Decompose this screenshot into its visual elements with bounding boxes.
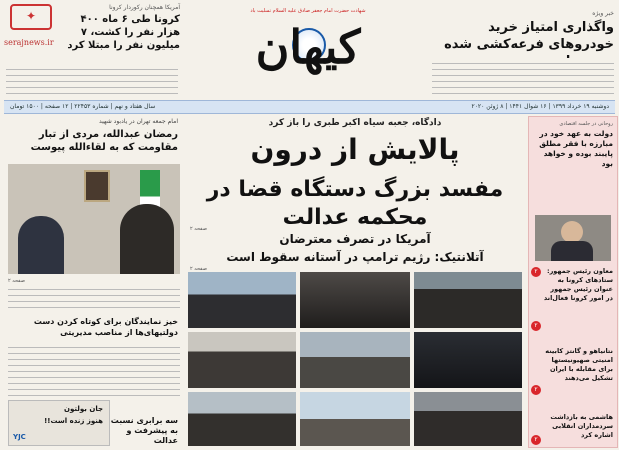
watermark [4, 4, 60, 46]
right-item-3-page: ۲ [531, 385, 541, 395]
right-item-2-page: ۲ [531, 321, 541, 331]
masthead-logo: کیهان [255, 20, 361, 74]
left-story-3[interactable]: سه برابری نسبت به پیشرفت و عدالت [110, 416, 178, 445]
right-item-3[interactable]: نتانیاهو و گانتز کابینه امنیتی صهیونیستها برای مقابله با ایران تشکیل می‌دهند [545, 347, 613, 382]
yjc-logo: YJC [13, 433, 26, 441]
right-item-1-photo [535, 215, 611, 261]
masthead-emblem-text: شهادت حضرت امام جعفر صادق علیه السلام تسلیت باد [250, 8, 366, 14]
photo-protest-6 [414, 332, 522, 388]
photo-protest-5 [300, 332, 410, 388]
left-photo [8, 164, 180, 274]
portrait-image [84, 170, 110, 202]
left-page-ref: صفحه ۲ [8, 278, 25, 284]
caricature-box [8, 400, 110, 446]
top-left-kicker: آمریکا همچنان رکوردار کرونا [109, 4, 180, 11]
main-kicker: دادگاه، جعبه سیاه اکبر طبری را باز کرد [268, 118, 442, 128]
photo-protest-7 [188, 392, 296, 446]
right-item-2[interactable]: معاون رئیس جمهور: ستادهای کرونا به عنوان رئیس جمهور در امور کرونا فعال‌اند [543, 267, 613, 302]
masthead [188, 2, 428, 90]
watermark-emblem: ✦ [10, 4, 52, 30]
photo-protest-8 [300, 392, 410, 446]
top-left-story[interactable] [60, 4, 180, 52]
sub-page-ref: صفحه ۲ [190, 266, 207, 272]
watermark-text: serajnews.ir [4, 38, 54, 47]
top-right-body [432, 58, 614, 94]
sub-headline-1[interactable]: آمریکا در تصرف معترضان [279, 232, 431, 246]
date-band [4, 100, 615, 114]
caricature-caption-1: جان بولتون [64, 405, 103, 413]
sub-headline-2[interactable]: آتلانتیک: رژیم ترامپ در آستانه سقوط است [226, 250, 484, 264]
photo-protest-3 [414, 272, 522, 328]
left-body-2 [8, 342, 180, 396]
date-line: دوشنبه ۱۹ خرداد ۱۳۹۹ | ۱۶ شوال ۱۴۴۱ | ۸ ژوئن ۲۰۲۰ [471, 103, 609, 110]
photo-protest-2 [300, 272, 410, 328]
caricature-caption-2: هنوز زنده است!! [44, 417, 103, 425]
top-left-body [6, 64, 178, 94]
top-right-kicker: خبر ویژه [592, 10, 614, 17]
left-kicker: امام جمعه تهران در یادبود شهید [98, 118, 178, 125]
right-item-1-kicker: روحانی در جلسه اقتصادی [559, 121, 613, 127]
photo-protest-4 [188, 332, 296, 388]
right-item-1[interactable]: دولت به عهد خود در مبارزه با فقر مطلق پایبند بوده و خواهد بود [539, 129, 613, 168]
top-left-headline: کرونا طی ۶ ماه ۴۰۰ هزار نفر را کشت، ۷ میلیون نفر را مبتلا کرد [67, 14, 180, 51]
main-headline-1[interactable]: پالایش از درون [250, 133, 460, 166]
left-headline[interactable]: رمضان عبدالله، مردی از تبار مقاومت که به لقاءالله پیوست [30, 129, 178, 153]
photo-mosaic [188, 272, 522, 446]
photo-protest-1 [188, 272, 296, 328]
left-body [8, 284, 180, 312]
right-item-4-page: ۲ [531, 435, 541, 445]
left-story-2[interactable]: خیز نمایندگان برای کوتاه کردن دست دولتیهای‌ها از مناصب مدیریتی [33, 317, 178, 337]
photo-protest-9 [414, 392, 522, 446]
main-headline-2[interactable]: مفسد بزرگ دستگاه قضا در محکمه عدالت [206, 177, 504, 230]
right-column [528, 116, 618, 448]
issue-line: سال هفتاد و نهم | شماره ۲۲۴۵۳ | ۱۲ صفحه | ۱۵۰۰ تومان [10, 103, 156, 110]
main-page-ref: صفحه ۲ [190, 226, 207, 232]
top-right-headline: واگذاری امتیاز خرید خودروهای فرعه‌کشی شده [444, 20, 614, 52]
right-item-1-page: ۲ [531, 267, 541, 277]
right-item-4[interactable]: هاشمی به بازداشت سردمداران انقلابی اشاره کرد [550, 413, 613, 439]
left-column [4, 116, 184, 446]
